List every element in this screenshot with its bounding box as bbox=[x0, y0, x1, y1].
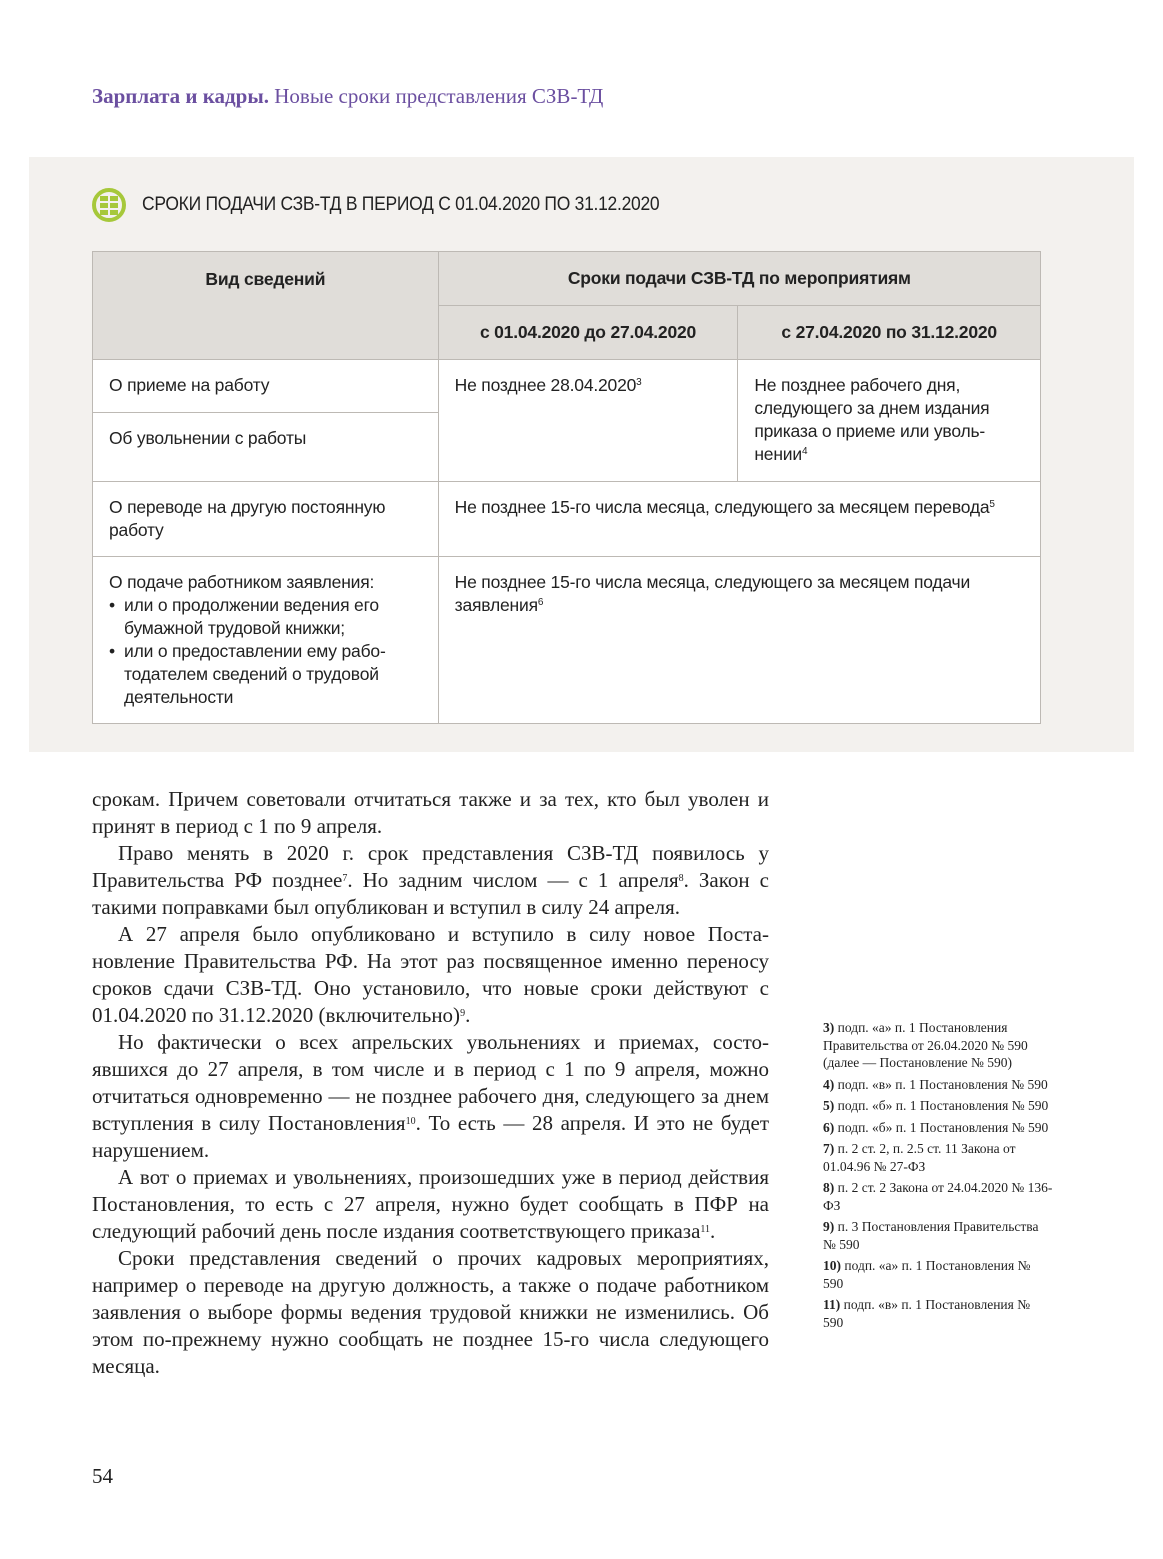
footnote-text: подп. «а» п. 1 Постановления Правительства от 26.04.2020 № 590 (далее — Постановление № 590) bbox=[823, 1020, 1028, 1070]
paragraph bbox=[92, 1164, 769, 1245]
footnote-text: подп. «в» п. 1 Постановления № 590 bbox=[837, 1076, 1048, 1092]
footnote-number: 7) bbox=[823, 1141, 835, 1156]
text: Но фактически о всех апрельских увольнениях и приемах, состоявшихся до 27 апреля, в том числе и в период с 1 по 9 апреля, можно отчитаться одновременно — не позднее рабочего дня, следующего за днем вступления в силу Постановления bbox=[92, 1030, 769, 1135]
footnote-number: 11) bbox=[823, 1297, 841, 1312]
paragraph bbox=[92, 840, 769, 921]
hire-fire-term1: Не позднее 28.04.2020$^3$ bbox=[438, 360, 738, 482]
footnote-number: 10) bbox=[823, 1258, 841, 1273]
application-term: Не позднее 15-го числа месяца, следующего за месяцем подачи заявления$^6$ bbox=[438, 557, 1040, 724]
section-name: Зарплата и кадры. bbox=[92, 84, 270, 108]
footnote-text: подп. «б» п. 1 Постановления № 590 bbox=[837, 1098, 1049, 1113]
text: . То есть — 28 апреля. И это не будет нарушением. bbox=[92, 1111, 769, 1162]
footnote-ref: 10 bbox=[405, 1116, 416, 1127]
list-item: • или о продолжении ведения его бумажной трудовой книжки; bbox=[109, 594, 422, 640]
text: Сроки представления сведений о прочих кадровых мероприятиях, например о переводе на другую должность, а также о подаче работником заявления о выборе формы ведения трудовой книжки не изменились. Об этом по-прежнему нужно сообщать не позднее 15-го числа следующего месяца. bbox=[92, 1246, 769, 1378]
deadlines-table bbox=[92, 251, 1041, 724]
footnote bbox=[823, 1097, 1053, 1115]
footnote-number: 6) bbox=[823, 1119, 835, 1135]
application-list bbox=[109, 594, 422, 709]
footnote-ref: 9 bbox=[460, 1008, 466, 1019]
footnotes bbox=[823, 1019, 1053, 1335]
text: . Но задним числом — с 1 апреля bbox=[347, 868, 679, 892]
footnote bbox=[823, 1119, 1053, 1137]
running-header bbox=[92, 84, 603, 109]
footnote bbox=[823, 1140, 1053, 1175]
text: . bbox=[465, 1003, 471, 1027]
footnote bbox=[823, 1218, 1053, 1253]
footnote bbox=[823, 1296, 1053, 1331]
list-item: • или о предоставлении ему работодателем сведений о трудовой деятельности bbox=[109, 640, 422, 709]
footnote-ref: 7 bbox=[342, 873, 348, 884]
text: Право менять в 2020 г. срок представления СЗВ-ТД появилось у Правительства РФ позднее bbox=[92, 841, 769, 892]
footnote-number: 8) bbox=[823, 1180, 835, 1195]
table-title-text: СРОКИ ПОДАЧИ СЗВ-ТД В ПЕРИОД С 01.04.2020 ПО 31.12.2020 bbox=[142, 194, 660, 215]
table-title bbox=[92, 185, 704, 225]
table-icon bbox=[92, 188, 126, 222]
text: срокам. Причем советовали отчитаться также и за тех, кто был уволен и принят в период с 1 по 9 апреля. bbox=[92, 787, 769, 838]
transfer-term: Не позднее 15-го числа месяца, следующего за месяцем перевода$^5$ bbox=[438, 482, 1040, 557]
footnote-text: п. 3 Постановления Правительства № 590 bbox=[823, 1219, 1039, 1252]
footnote bbox=[823, 1257, 1053, 1292]
article-title: Новые сроки представления СЗВ-ТД bbox=[274, 84, 604, 108]
header-group: Сроки подачи СЗВ-ТД по мероприятиям bbox=[438, 252, 1040, 306]
paragraph bbox=[92, 921, 769, 1029]
footnote-ref: 8 bbox=[678, 873, 684, 884]
article-body bbox=[92, 786, 769, 1380]
header-sub1: с 01.04.2020 до 27.04.2020 bbox=[438, 306, 738, 360]
header-sub2: с 27.04.2020 по 31.12.2020 bbox=[738, 306, 1041, 360]
footnote-text: подп. «а» п. 1 Постановления № 590 bbox=[823, 1258, 1031, 1291]
footnote-text: подп. «б» п. 1 Постановления № 590 bbox=[837, 1119, 1049, 1135]
row-application: О подаче работником заявления: • или о продолжении ведения его бумажной трудовой книжки; • или о предоставлении ему работодателем сведений о трудовой деятельности bbox=[93, 557, 439, 724]
paragraph bbox=[92, 786, 769, 840]
text: . Закон с такими поправками был опубликован и вступил в силу 24 апреля. bbox=[92, 868, 769, 919]
header-col1: Вид сведений bbox=[93, 252, 439, 360]
footnote bbox=[823, 1019, 1053, 1072]
footnote-number: 4) bbox=[823, 1076, 835, 1092]
hire-fire-term2: Не позднее рабочего дня, следующего за днем издания приказа о приеме или увольнении$^4$ bbox=[738, 360, 1041, 482]
footnote bbox=[823, 1076, 1053, 1094]
row-fire: Об увольнении с работы bbox=[93, 413, 439, 482]
footnote-number: 9) bbox=[823, 1219, 835, 1234]
footnote-text: п. 2 ст. 2 Закона от 24.04.2020 № 136-ФЗ bbox=[823, 1180, 1053, 1213]
footnote-text: п. 2 ст. 2, п. 2.5 ст. 11 Закона от 01.04.96 № 27-ФЗ bbox=[823, 1141, 1016, 1174]
row-hire: О приеме на работу bbox=[93, 360, 439, 413]
text: А 27 апреля было опубликовано и вступило в силу новое Постановление Правительства РФ. На этот раз посвященное именно переносу сроков сдачи СЗВ-ТД. Оно установило, что новые сроки действуют с 01.04.2020 по 31.12.2020 (включительно) bbox=[92, 922, 769, 1027]
footnote-number: 5) bbox=[823, 1098, 835, 1113]
page-number: 54 bbox=[92, 1464, 113, 1488]
paragraph bbox=[92, 1245, 769, 1380]
footnote bbox=[823, 1179, 1053, 1214]
footnote-number: 3) bbox=[823, 1020, 835, 1035]
footnote-text: подп. «в» п. 1 Постановления № 590 bbox=[823, 1297, 1031, 1330]
text: . bbox=[710, 1219, 716, 1243]
paragraph bbox=[92, 1029, 769, 1164]
footnote-ref: 11 bbox=[700, 1224, 711, 1235]
text: А вот о приемах и увольнениях, произошедших уже в период действия Постановления, то есть с 27 апреля, нужно будет сообщать в ПФР на следующий рабочий день после издания соответствующего приказа bbox=[92, 1165, 769, 1243]
row-transfer: О переводе на другую постоянную работу bbox=[93, 482, 439, 557]
